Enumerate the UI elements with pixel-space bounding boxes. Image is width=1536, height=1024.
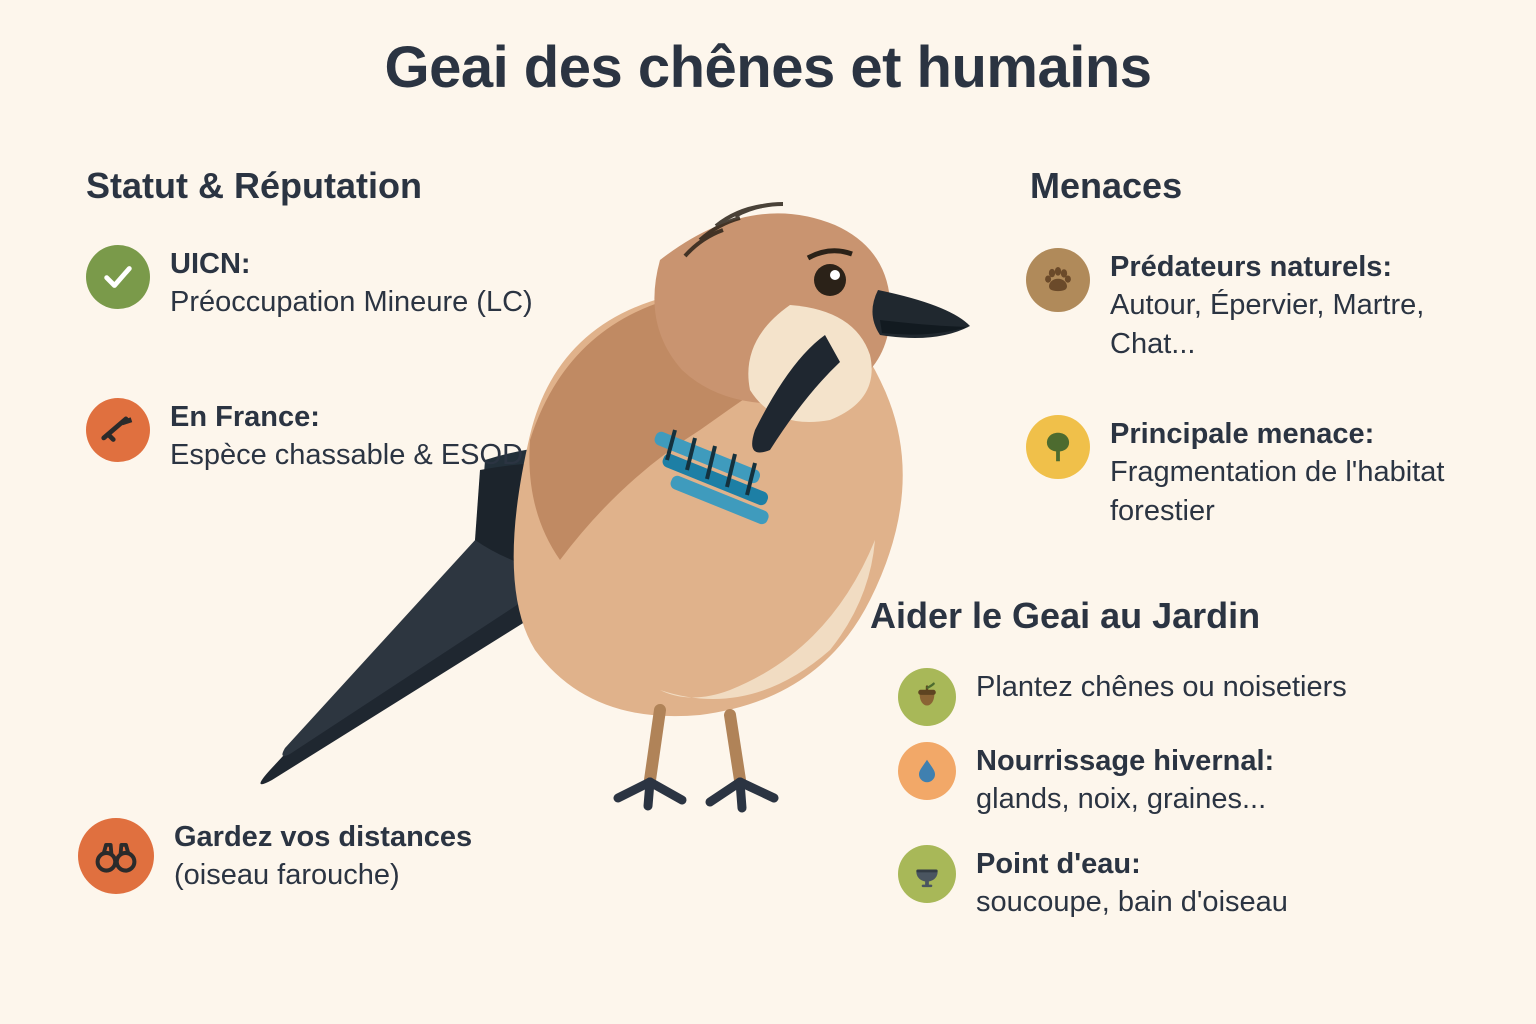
list-item-uicn-text bbox=[170, 245, 533, 322]
section-heading-menaces: Menaces bbox=[1030, 165, 1183, 206]
list-item-distance bbox=[78, 818, 472, 895]
list-item-nourrissage-lead: Nourrissage hivernal: bbox=[976, 745, 1275, 777]
list-item-point-deau bbox=[898, 845, 1288, 922]
list-item-predateurs-body: Autour, Épervier, Martre, Chat... bbox=[1110, 289, 1425, 360]
list-item-point-deau-lead: Point d'eau: bbox=[976, 848, 1141, 880]
list-item-nourrissage bbox=[898, 742, 1274, 819]
list-item-france-body: Espèce chassable & ESOD bbox=[170, 439, 524, 472]
list-item-point-deau-text bbox=[976, 845, 1288, 922]
tree-icon bbox=[1026, 415, 1090, 479]
list-item-uicn bbox=[86, 245, 533, 322]
bird-bath-icon bbox=[898, 845, 956, 903]
acorn-icon bbox=[898, 668, 956, 726]
list-item-uicn-body: Préoccupation Mineure (LC) bbox=[170, 286, 533, 319]
list-item-distance-body: (oiseau farouche) bbox=[174, 859, 400, 892]
list-item-predateurs-lead: Prédateurs naturels: bbox=[1110, 251, 1393, 283]
list-item-nourrissage-body: glands, noix, graines... bbox=[976, 783, 1267, 816]
list-item-nourrissage-text bbox=[976, 742, 1274, 819]
list-item-france-text bbox=[170, 398, 523, 475]
page-title: Geai des chênes et humains bbox=[384, 35, 1152, 100]
section-heading-jardin: Aider le Geai au Jardin bbox=[870, 595, 1261, 636]
list-item-uicn-lead: UICN: bbox=[170, 248, 251, 280]
list-item-point-deau-body: soucoupe, bain d'oiseau bbox=[976, 886, 1288, 919]
list-item-menace-lead: Principale menace: bbox=[1110, 418, 1375, 450]
list-item-plantez-body: Plantez chênes ou noisetiers bbox=[976, 671, 1347, 703]
binoculars-icon bbox=[78, 818, 154, 894]
list-item-distance-text bbox=[174, 818, 472, 895]
eurasian-jay-bird-illustration bbox=[230, 130, 970, 830]
rifle-icon bbox=[86, 398, 150, 462]
list-item-plantez bbox=[898, 668, 1347, 726]
section-heading-statut: Statut & Réputation bbox=[86, 165, 422, 206]
list-item-menace bbox=[1026, 415, 1470, 530]
water-drop-icon bbox=[898, 742, 956, 800]
list-item-menace-text bbox=[1110, 415, 1470, 530]
list-item-distance-lead: Gardez vos distances bbox=[174, 821, 473, 853]
list-item-predateurs-text bbox=[1110, 248, 1470, 363]
list-item-plantez-text bbox=[976, 668, 1347, 706]
list-item-menace-body: Fragmentation de l'habitat forestier bbox=[1110, 456, 1445, 527]
paw-icon bbox=[1026, 248, 1090, 312]
check-icon bbox=[86, 245, 150, 309]
list-item-predateurs bbox=[1026, 248, 1470, 363]
list-item-france bbox=[86, 398, 523, 475]
list-item-france-lead: En France: bbox=[170, 401, 320, 433]
